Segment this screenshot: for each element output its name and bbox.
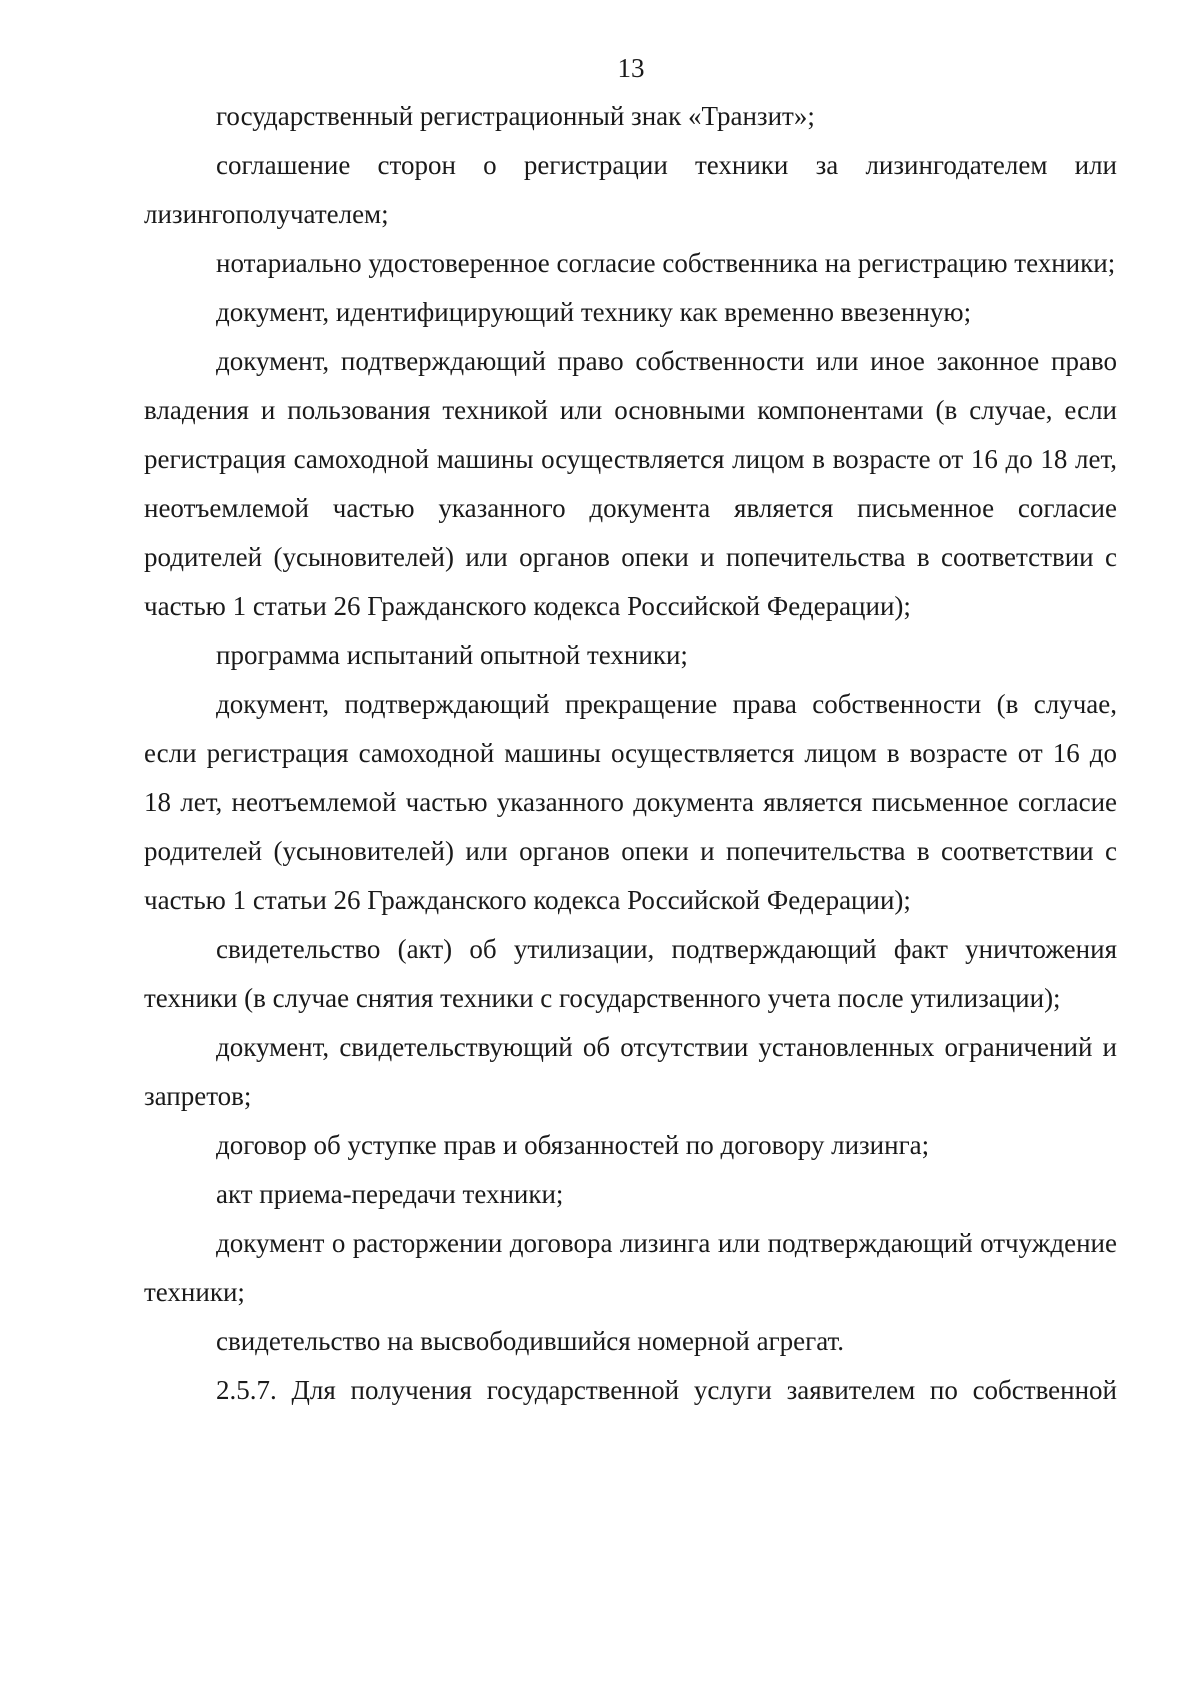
- document-body: [144, 92, 1117, 1415]
- page-number: 13: [617, 53, 645, 83]
- paragraph: документ, свидетельствующий об отсутствии установленных ограничений и запретов;: [144, 1032, 1117, 1111]
- paragraph: акт приема-передачи техники;: [216, 1179, 564, 1209]
- paragraph: документ, идентифицирующий технику как временно ввезенную;: [216, 297, 972, 327]
- paragraph: свидетельство (акт) об утилизации, подтверждающий факт уничтожения техники (в случае снятия техники с государственного учета после утилизации);: [144, 934, 1117, 1013]
- paragraph: документ, подтверждающий право собственности или иное законное право владения и пользования техникой или основными компонентами (в случае, если регистрация самоходной машины осуществляется лицом в возрасте от 16 до 18 лет, неотъемлемой частью указанного документа является письменное согласие родителей (усыновителей) или органов опеки и попечительства в соответствии с частью 1 статьи 26 Гражданского кодекса Российской Федерации);: [144, 346, 1117, 621]
- paragraph: договор об уступке прав и обязанностей по договору лизинга;: [216, 1130, 930, 1160]
- paragraph: 2.5.7. Для получения государственной услуги заявителем по собственной: [216, 1375, 1117, 1405]
- paragraph: свидетельство на высвободившийся номерной агрегат.: [216, 1326, 845, 1356]
- paragraph: программа испытаний опытной техники;: [216, 640, 688, 670]
- paragraph: соглашение сторон о регистрации техники за лизингодателем или лизингополучателем;: [144, 150, 1117, 229]
- paragraph: документ, подтверждающий прекращение права собственности (в случае, если регистрация самоходной машины осуществляется лицом в возрасте от 16 до 18 лет, неотъемлемой частью указанного документа является письменное согласие родителей (усыновителей) или органов опеки и попечительства в соответствии с частью 1 статьи 26 Гражданского кодекса Российской Федерации);: [144, 689, 1117, 915]
- paragraph: документ о расторжении договора лизинга или подтверждающий отчуждение техники;: [144, 1228, 1117, 1307]
- paragraph: государственный регистрационный знак «Транзит»;: [216, 101, 815, 131]
- paragraph: нотариально удостоверенное согласие собственника на регистрацию техники;: [216, 248, 1116, 278]
